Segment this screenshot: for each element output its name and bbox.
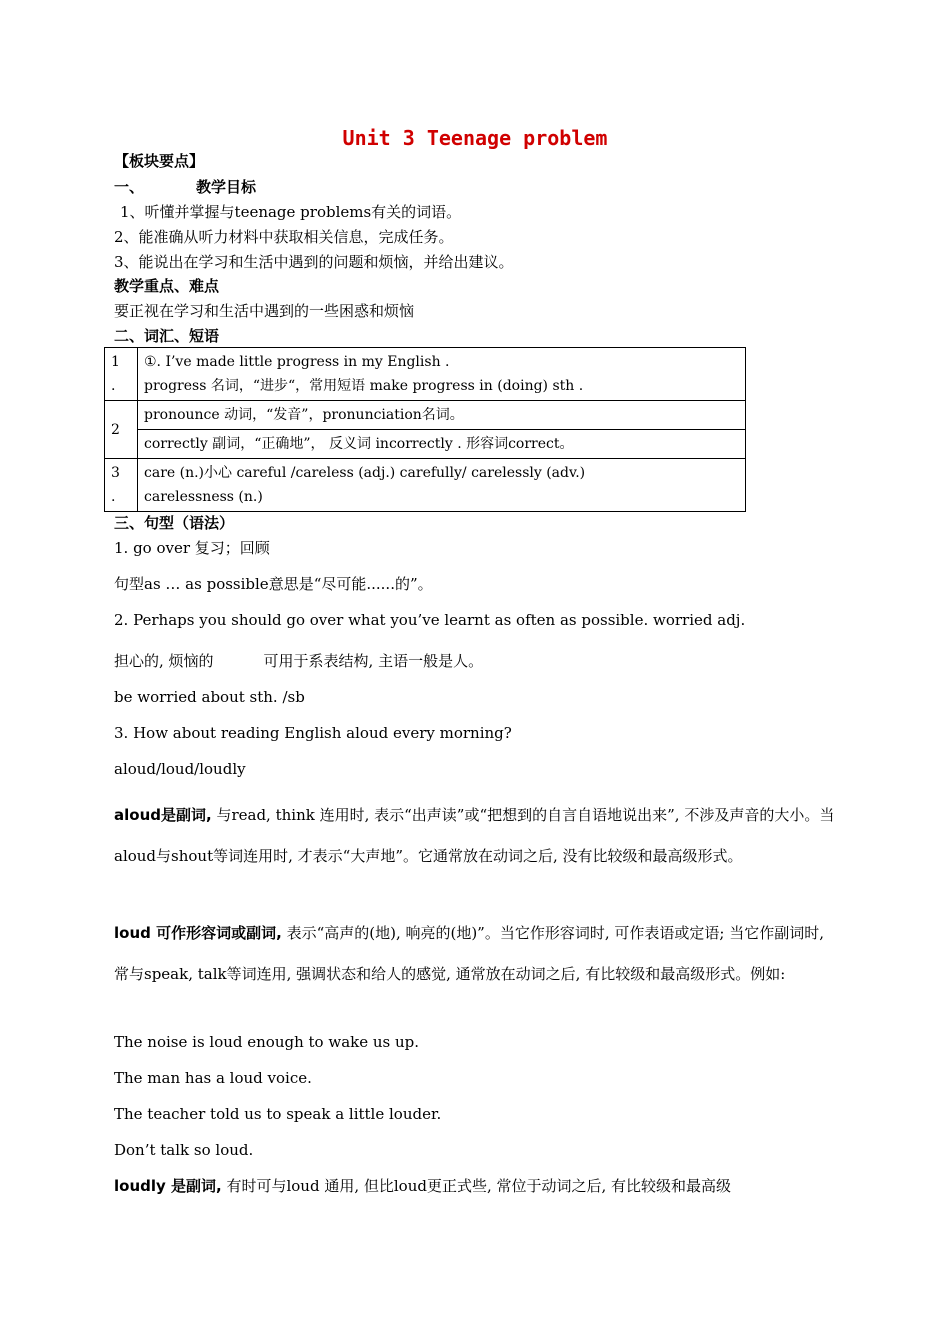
table-cell — [138, 430, 746, 459]
example-4: Don’t talk so loud. — [114, 1141, 254, 1159]
aloud-paragraph — [114, 795, 836, 877]
aloud-text: 与read, think 连用时, 表示“出声读”或“把想到的自言自语地说出来”, 不涉及声音的大小。当aloud与shout等词连用时, 才表示“大声地”。它通常放在动词之后, 没有比较级和最高级形式。 — [114, 806, 835, 865]
vocab-line: ①. I’ve made little progress in my English . — [144, 354, 450, 370]
table-row — [105, 459, 746, 512]
table-row — [105, 348, 746, 401]
section-1-number: 一、 — [114, 178, 145, 196]
section-1-heading — [114, 177, 256, 197]
table-cell — [138, 459, 746, 512]
example-2: The man has a loud voice. — [114, 1069, 312, 1087]
row-number: 2 — [105, 401, 138, 459]
vocab-line: carelessness (n.) — [144, 489, 263, 505]
loudly-text: 有时可与loud 通用, 但比loud更正式些, 常位于动词之后, 有比较级和最高级 — [221, 1177, 732, 1195]
example-1: The noise is loud enough to wake us up. — [114, 1033, 420, 1051]
section-header: 【板块要点】 — [114, 152, 205, 170]
sentence-2: 2. Perhaps you should go over what you’ve learnt as often as possible. worried adj. — [114, 611, 746, 629]
vocabulary-table — [104, 347, 746, 512]
sentence-1: 1. go over 复习；回顾 — [114, 539, 270, 557]
vocab-line: pronounce 动词，“发音”，pronunciation名词。 — [144, 407, 464, 423]
focus-text: 要正视在学习和生活中遇到的一些困惑和烦恼 — [114, 302, 415, 320]
worried-meaning: 担心的, 烦恼的 — [114, 652, 214, 670]
section-2-heading: 二、词汇、短语 — [114, 327, 220, 345]
loud-term: loud 可作形容词或副词, — [114, 924, 282, 942]
sentence-pattern: 句型as … as possible意思是“尽可能......的”。 — [114, 575, 433, 593]
worried-usage: 可用于系表结构, 主语一般是人。 — [263, 652, 484, 670]
row-number: 1 . — [105, 348, 138, 401]
section-1-title: 教学目标 — [196, 178, 257, 196]
loudly-term: loudly 是副词, — [114, 1177, 222, 1195]
table-cell — [138, 348, 746, 401]
section-3-heading: 三、句型（语法） — [114, 514, 235, 532]
goal-1: 1、听懂并掌握与teenage problems有关的词语。 — [120, 203, 462, 221]
document-title: Unit 3 Teenage problem — [342, 126, 608, 150]
example-3: The teacher told us to speak a little louder. — [114, 1105, 442, 1123]
loud-text: 表示“高声的(地), 响亮的(地)”。当它作形容词时, 可作表语或定语; 当它作副词时, 常与speak, talk等词连用, 强调状态和给人的感觉, 通常放在动词之后, 有比较级和最高级形式。例如: — [114, 924, 824, 983]
goal-2: 2、能准确从听力材料中获取相关信息，完成任务。 — [114, 228, 454, 246]
sentence-3: 3. How about reading English aloud every morning? — [114, 724, 512, 742]
focus-heading: 教学重点、难点 — [114, 277, 220, 295]
table-row — [105, 430, 746, 459]
goal-3: 3、能说出在学习和生活中遇到的问题和烦恼，并给出建议。 — [114, 253, 514, 271]
word-group: aloud/loud/loudly — [114, 760, 246, 778]
loudly-paragraph — [114, 1176, 836, 1196]
vocab-line: correctly 副词，“正确地”， 反义词 incorrectly . 形容词correct。 — [144, 436, 574, 452]
vocab-line: progress 名词，“进步“，常用短语 make progress in (doing) sth . — [144, 378, 584, 394]
vocab-line: care (n.)小心 careful /careless (adj.) carefully/ carelessly (adv.) — [144, 465, 586, 481]
table-cell — [138, 401, 746, 430]
aloud-term: aloud是副词, — [114, 806, 212, 824]
worried-explanation — [114, 651, 483, 671]
loud-paragraph — [114, 913, 836, 995]
table-row — [105, 401, 746, 430]
phrase-worried-about: be worried about sth. /sb — [114, 688, 305, 706]
row-number: 3 . — [105, 459, 138, 512]
